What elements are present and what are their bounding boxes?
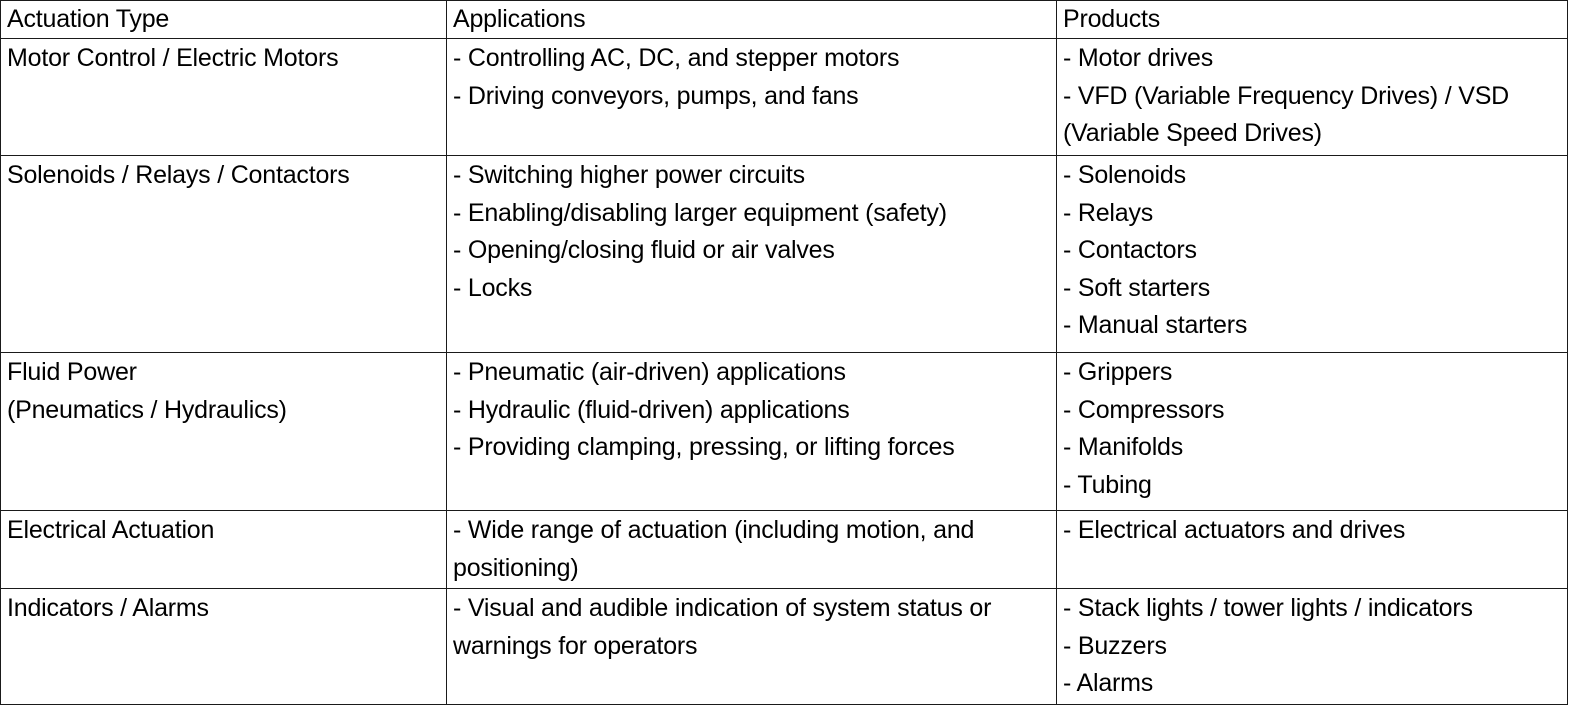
product-item: - Contactors xyxy=(1063,236,1197,265)
application-item: positioning) xyxy=(453,553,579,582)
product-item: - Motor drives xyxy=(1063,44,1214,72)
application-item: - Driving conveyors, pumps, and fans xyxy=(453,81,859,110)
header-products: Products xyxy=(1057,1,1568,39)
actuation-type-text: Motor Control / Electric Motors xyxy=(7,44,339,72)
products-cell xyxy=(1057,39,1568,156)
applications-cell xyxy=(447,589,1057,705)
product-item: - Manifolds xyxy=(1063,433,1184,462)
application-item: warnings for operators xyxy=(453,631,698,660)
products-cell xyxy=(1057,589,1568,705)
product-item: - Compressors xyxy=(1063,395,1225,424)
header-actuation-type: Actuation Type xyxy=(1,1,447,39)
product-item: - VFD (Variable Frequency Drives) / VSD xyxy=(1063,81,1510,110)
table-row xyxy=(1,511,1568,589)
applications-cell xyxy=(447,353,1057,511)
actuation-type-text: Indicators / Alarms xyxy=(7,594,209,622)
actuation-type-cell xyxy=(1,156,447,353)
application-item: - Switching higher power circuits xyxy=(453,161,805,189)
products-cell xyxy=(1057,511,1568,589)
application-item: - Pneumatic (air-driven) applications xyxy=(453,358,846,386)
actuation-type-cell xyxy=(1,511,447,589)
product-item: - Relays xyxy=(1063,198,1154,227)
product-item: - Soft starters xyxy=(1063,273,1211,302)
products-cell xyxy=(1057,353,1568,511)
product-item: - Alarms xyxy=(1063,669,1154,698)
product-item: (Variable Speed Drives) xyxy=(1063,119,1322,148)
applications-cell xyxy=(447,39,1057,156)
header-row xyxy=(1,1,1568,39)
actuation-type-text: Electrical Actuation xyxy=(7,516,215,544)
applications-cell xyxy=(447,156,1057,353)
actuation-type-text: (Pneumatics / Hydraulics) xyxy=(7,395,287,424)
application-item: - Wide range of actuation (including motion, and xyxy=(453,516,975,544)
product-item: - Electrical actuators and drives xyxy=(1063,516,1406,544)
applications-cell xyxy=(447,511,1057,589)
application-item: - Opening/closing fluid or air valves xyxy=(453,236,835,265)
application-item: - Hydraulic (fluid-driven) applications xyxy=(453,395,850,424)
application-item: - Enabling/disabling larger equipment (safety) xyxy=(453,198,947,227)
product-item: - Stack lights / tower lights / indicators xyxy=(1063,594,1473,622)
product-item: - Grippers xyxy=(1063,358,1173,386)
header-applications: Applications xyxy=(447,1,1057,39)
table-row xyxy=(1,589,1568,705)
table-row xyxy=(1,39,1568,156)
products-cell xyxy=(1057,156,1568,353)
application-item: - Providing clamping, pressing, or lifting forces xyxy=(453,433,955,462)
application-item: - Controlling AC, DC, and stepper motors xyxy=(453,44,900,72)
table-row xyxy=(1,353,1568,511)
application-item: - Locks xyxy=(453,273,533,302)
product-item: - Tubing xyxy=(1063,470,1152,499)
product-item: - Solenoids xyxy=(1063,161,1186,189)
actuation-type-text: Solenoids / Relays / Contactors xyxy=(7,161,350,189)
product-item: - Manual starters xyxy=(1063,311,1248,340)
application-item: - Visual and audible indication of system status or xyxy=(453,594,992,622)
table-row xyxy=(1,156,1568,353)
product-item: - Buzzers xyxy=(1063,631,1167,660)
actuation-type-cell xyxy=(1,353,447,511)
actuation-type-cell xyxy=(1,589,447,705)
actuation-type-text: Fluid Power xyxy=(7,358,137,386)
actuation-type-cell xyxy=(1,39,447,156)
